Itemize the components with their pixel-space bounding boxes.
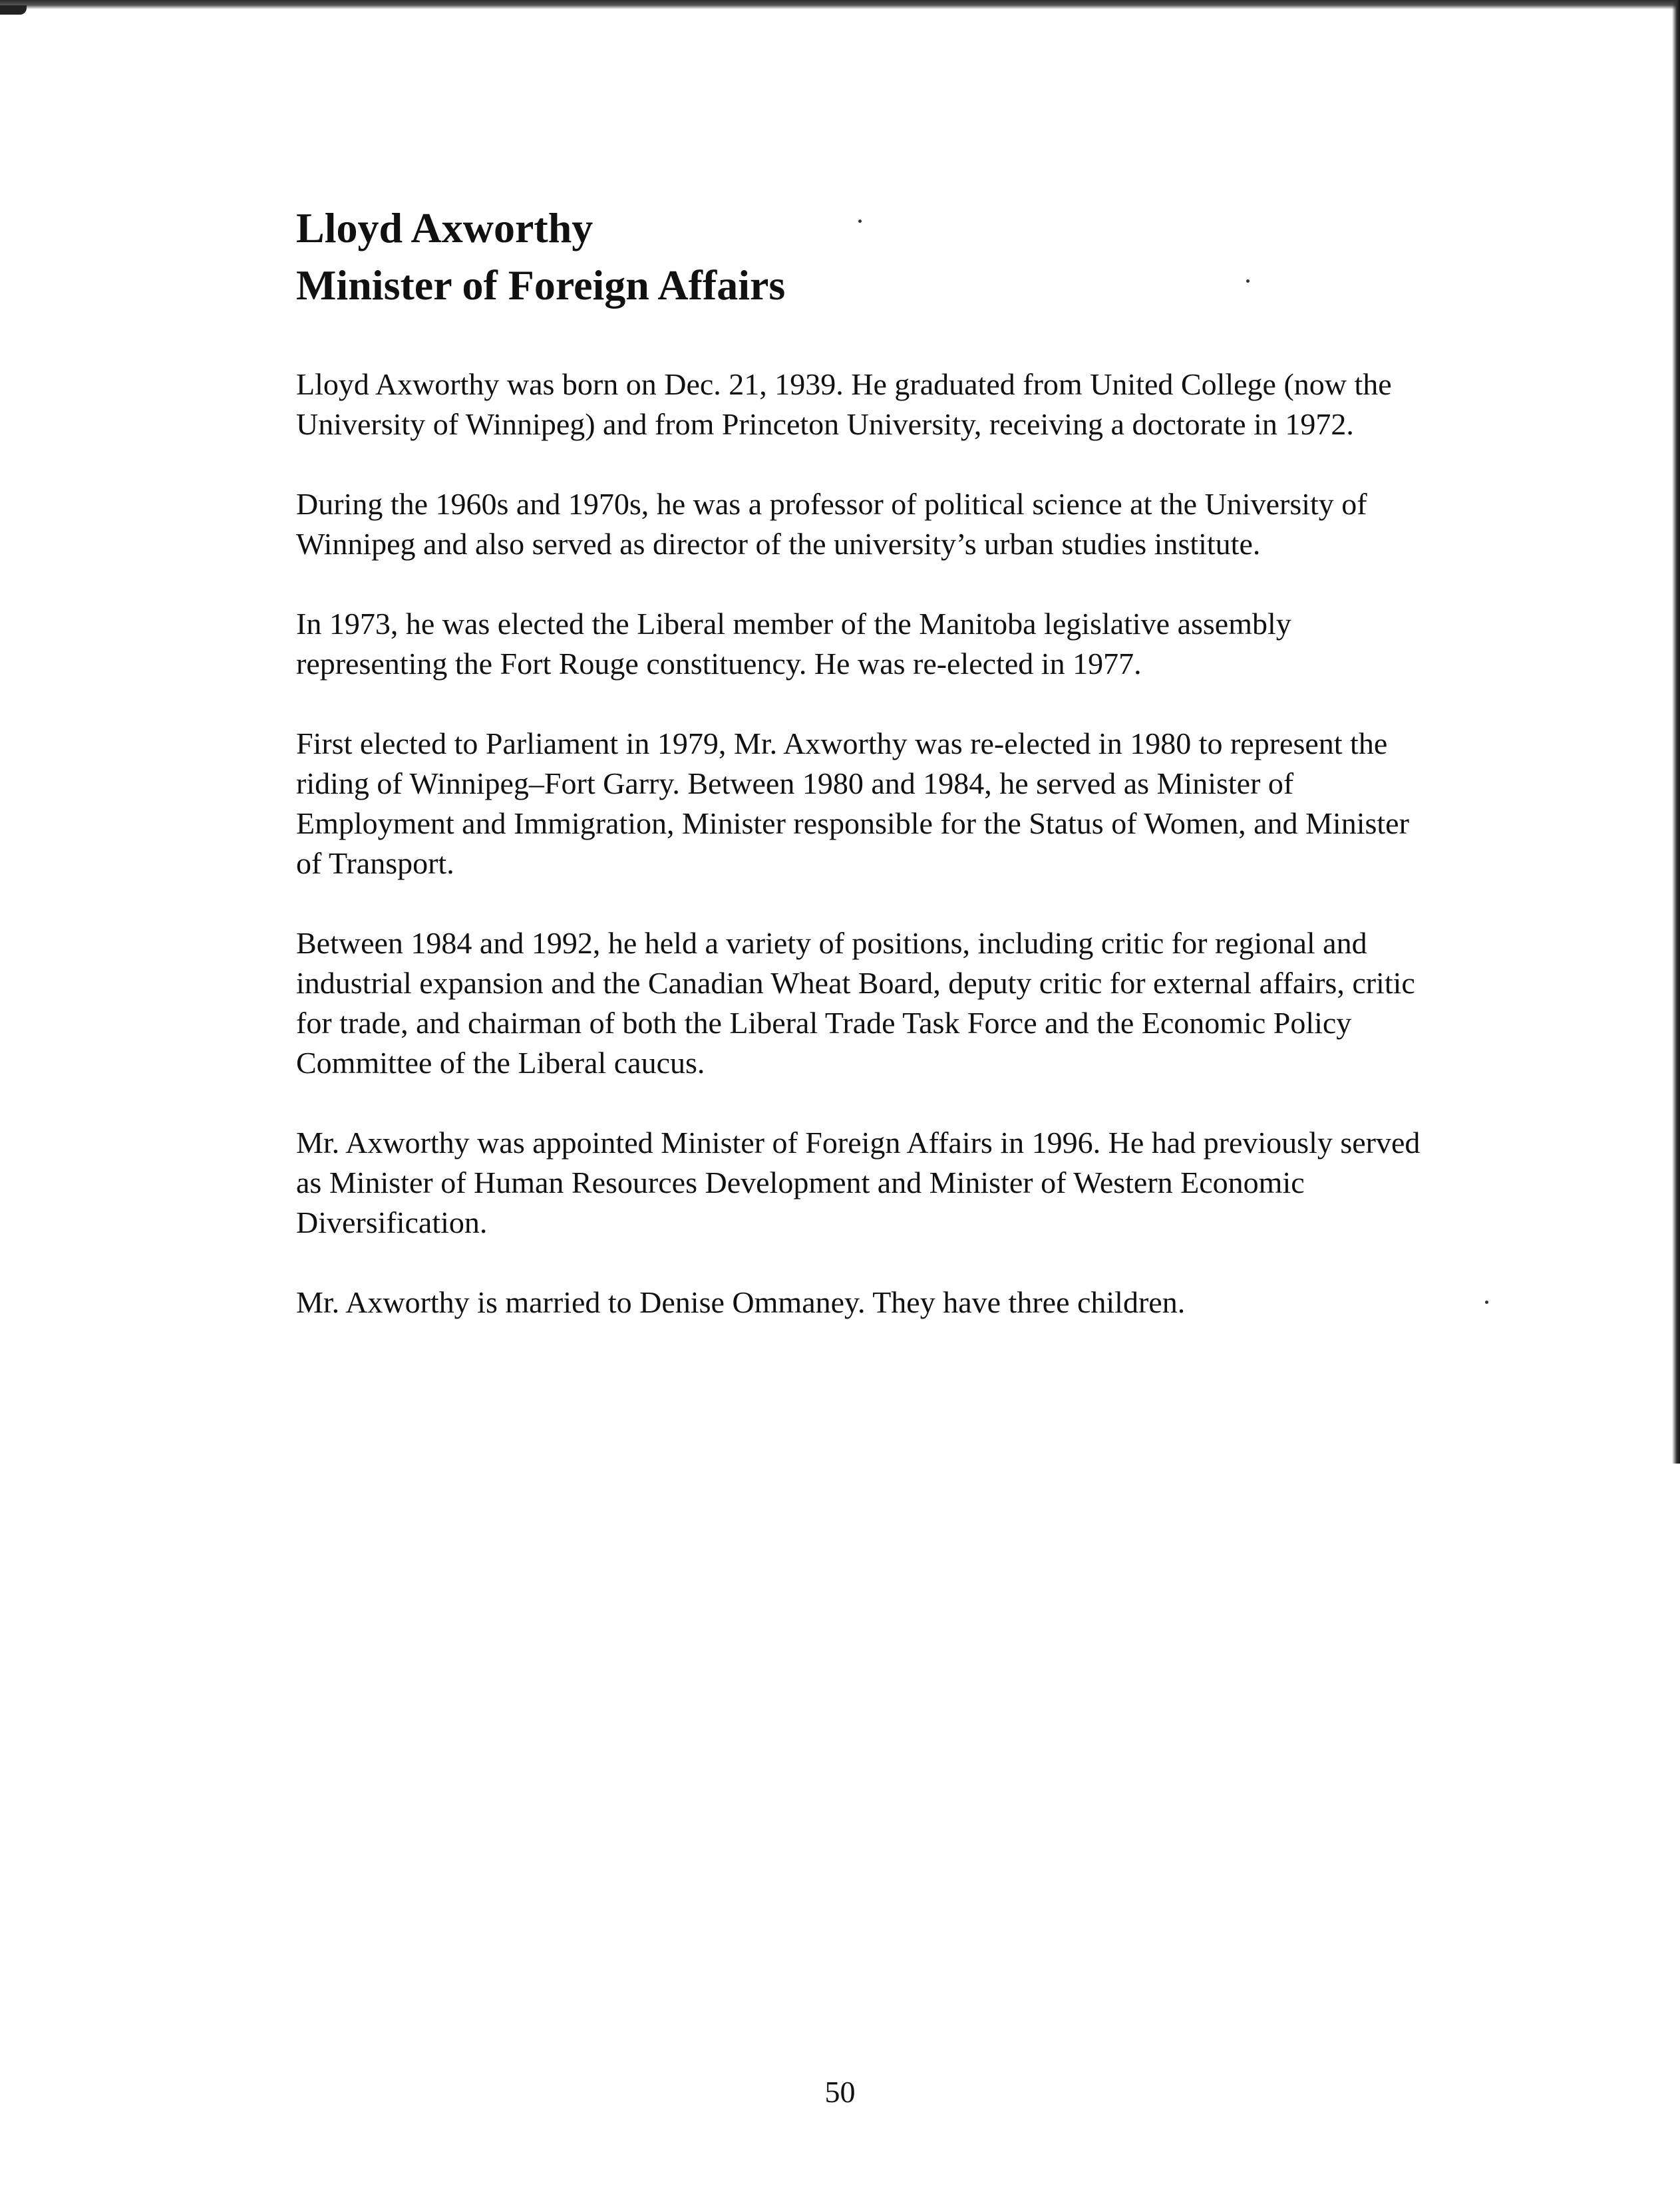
person-name: Lloyd Axworthy (296, 204, 593, 251)
paragraph-family: Mr. Axworthy is married to Denise Ommaney. They have three children. (296, 1285, 1186, 1319)
paragraph-foreign-affairs: Mr. Axworthy was appointed Minister of Foreign Affairs in 1996. He had previously served as Minister of Human Resources Development and Minister of Western Economic Diversification. (296, 1126, 1421, 1239)
document-title (296, 200, 1440, 314)
scan-corner-mark (0, 5, 27, 15)
page-number: 50 (824, 2075, 856, 2109)
paragraph-parliament: First elected to Parliament in 1979, Mr. Axworthy was re-elected in 1980 to represent the riding of Winnipeg–Fort Garry. Between 1980 and 1984, he served as Minister of Employment and Immigration, Minister responsible for the Status of Women, and Minister of Transport. (296, 726, 1409, 880)
biography (296, 365, 1440, 1323)
scan-right-edge (1672, 0, 1680, 1464)
paragraph-early-life: Lloyd Axworthy was born on Dec. 21, 1939. He graduated from United College (now the University of Winnipeg) and from Princeton University, receiving a doctorate in 1972. (296, 367, 1392, 441)
scan-top-edge (0, 0, 1680, 9)
paragraph-provincial-politics: In 1973, he was elected the Liberal member of the Manitoba legislative assembly representing the Fort Rouge constituency. He was re-elected in 1977. (296, 607, 1291, 681)
document-body (296, 200, 1440, 1362)
scan-speck (1485, 1301, 1488, 1304)
person-position: Minister of Foreign Affairs (296, 261, 786, 309)
paragraph-opposition-roles: Between 1984 and 1992, he held a variety of positions, including critic for regional and industrial expansion and the Canadian Wheat Board, deputy critic for external affairs, critic for trade, and chairman of both the Liberal Trade Task Force and the Economic Policy Committee of the Liberal caucus. (296, 926, 1415, 1080)
paragraph-academic-career: During the 1960s and 1970s, he was a professor of political science at the University of Winnipeg and also served as director of the university’s urban studies institute. (296, 487, 1367, 561)
